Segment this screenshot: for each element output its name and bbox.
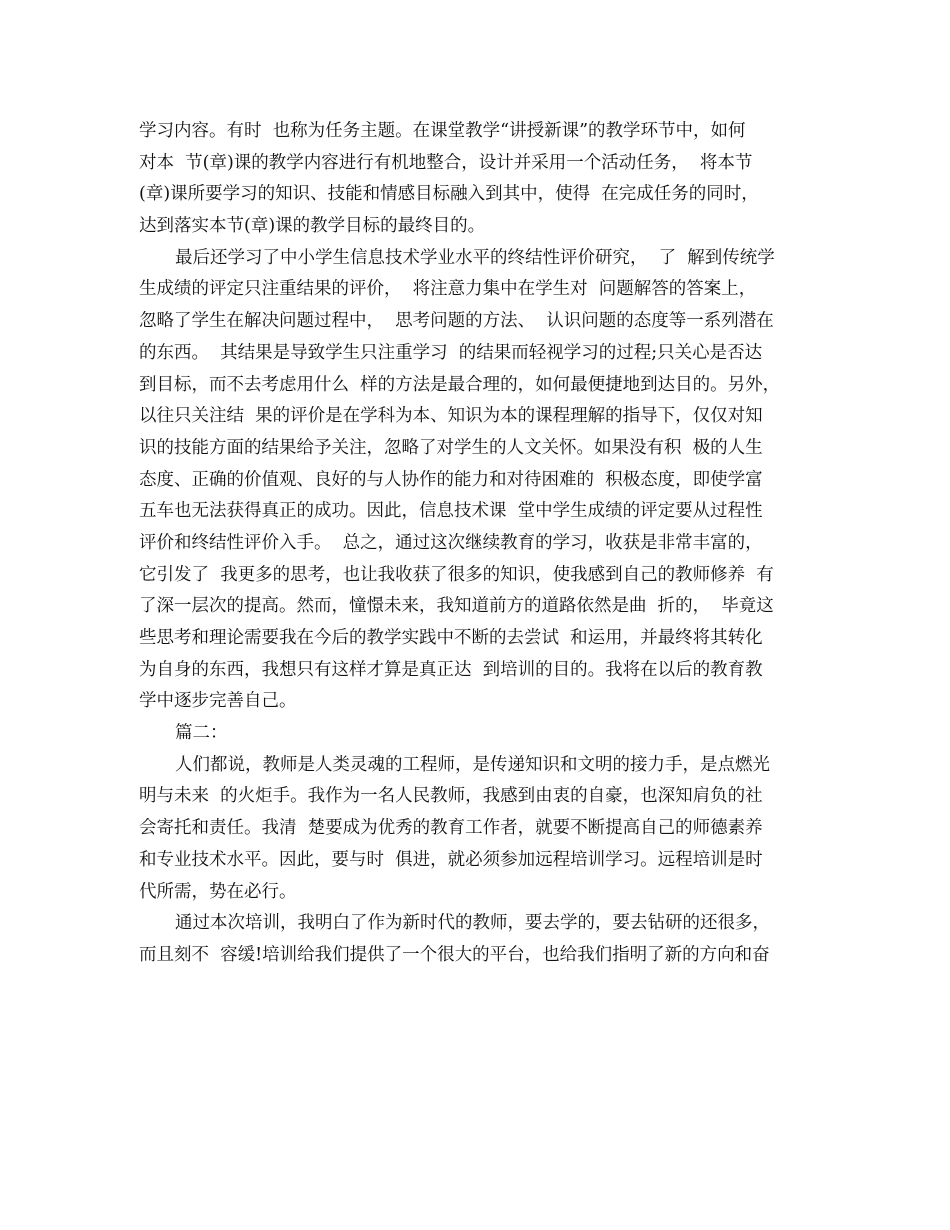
paragraph-first-line: 人们都说，教师是人类灵魂的工程师，是传递知识和文明的接力手，是点燃光 (175, 754, 770, 775)
text-line: 以往只关注结 果的评价是在学科为本、知识为本的课程理解的指导下，仅仅对知 (139, 406, 763, 427)
text-line: 会寄托和责任。我清 楚要成为优秀的教育工作者，就要不断提高自己的师德素养 (139, 818, 763, 839)
document-body (139, 116, 819, 972)
text-line: 识的技能方面的结果给予关注，忽略了对学生的人文关怀。如果没有积 极的人生 (139, 437, 763, 458)
text-line: (章)课所要学习的知识、技能和情感目标融入到其中，使得 在完成任务的同时， (139, 184, 759, 205)
text-line: 生成绩的评定只注重结果的评价， 将注意力集中在学生对 问题解答的答案上， (139, 279, 757, 300)
text-line: 而且刻不 容缓!培训给我们提供了一个很大的平台，也给我们指明了新的方向和奋 (139, 944, 770, 965)
text-line: 明与未来 的火炬手。我作为一名人民教师，我感到由衷的自豪，也深知肩负的社 (139, 786, 763, 807)
text-line: 态度、正确的价值观、良好的与人协作的能力和对待困难的 积极态度，即使学富 (139, 469, 763, 490)
text-line: 学中逐步完善自己。 (139, 691, 297, 712)
paragraph-first-line: 最后还学习了中小学生信息技术学业水平的终结性评价研究， 了 解到传统学 (175, 247, 775, 268)
text-line: 代所需，势在必行。 (139, 881, 297, 902)
text-line: 和专业技术水平。因此，要与时 俱进，就必须参加远程培训学习。远程培训是时 (139, 849, 763, 870)
text-line: 评价和终结性评价入手。 总之，通过这次继续教育的学习，收获是非常丰富的， (139, 532, 763, 553)
text-line: 学习内容。有时 也称为任务主题。在课堂教学“讲授新课”的教学环节中，如何 (139, 121, 746, 141)
text-line: 为自身的东西，我想只有这样才算是真正达 到培训的目的。我将在以后的教育教 (139, 659, 763, 680)
text-line: 它引发了 我更多的思考，也让我收获了很多的知识，使我感到自己的教师修养 有 (139, 564, 774, 585)
text-line: 的东西。 其结果是导致学生只注重学习 的结果而轻视学习的过程;只关心是否达 (139, 342, 763, 363)
text-line: 了深一层次的提高。然而，憧憬未来，我知道前方的道路依然是曲 折的， 毕竟这 (139, 596, 774, 617)
text-line: 对本 节(章)课的教学内容进行有机地整合，设计并采用一个活动任务， 将本节 (139, 152, 753, 173)
text-line: 忽略了学生在解决问题过程中， 思考问题的方法、 认识问题的态度等一系列潜在 (139, 311, 774, 332)
section-heading: 篇二： (175, 723, 228, 744)
paragraph-first-line: 通过本次培训，我明白了作为新时代的教师，要去学的，要去钻研的还很多， (175, 913, 770, 934)
text-line: 五车也无法获得真正的成功。因此，信息技术课 堂中学生成绩的评定要从过程性 (139, 501, 763, 522)
text-line: 达到落实本节(章)课的教学目标的最终目的。 (139, 216, 486, 237)
text-line: 些思考和理论需要我在今后的教学实践中不断的去尝试 和运用，并最终将其转化 (139, 628, 763, 648)
text-line: 到目标，而不去考虑用什么 样的方法是最合理的，如何最便捷地到达目的。另外， (139, 374, 781, 395)
